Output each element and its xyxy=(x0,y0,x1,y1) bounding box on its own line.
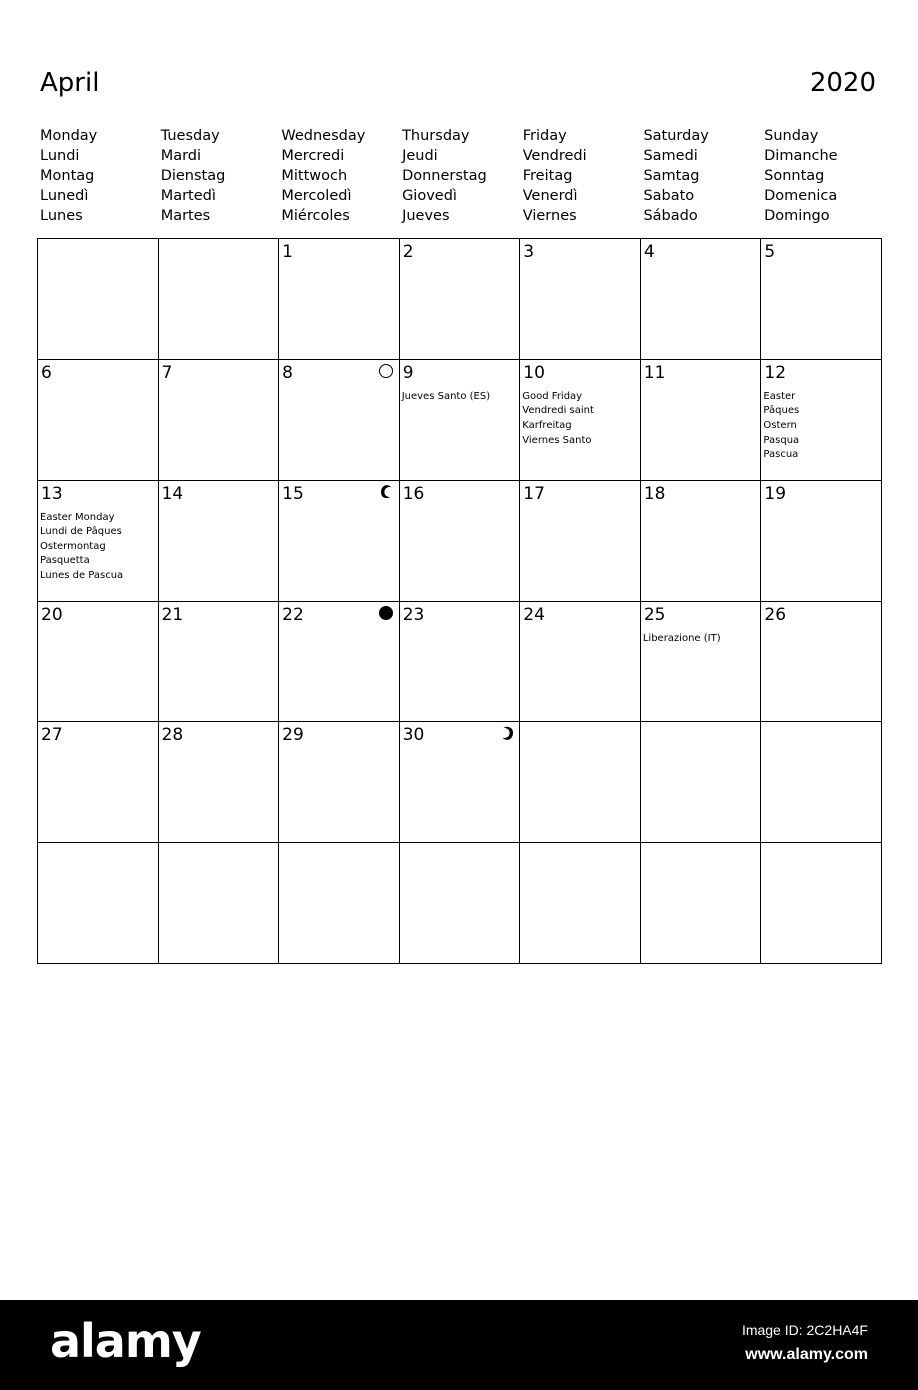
day-cell xyxy=(279,722,400,843)
day-number: 6 xyxy=(41,362,52,383)
holiday-label: Pasquetta xyxy=(40,555,90,567)
calendar-grid xyxy=(37,238,882,964)
weekday-name: Thursday xyxy=(402,128,470,144)
day-number: 15 xyxy=(282,483,304,504)
weekday-name: Friday xyxy=(522,128,567,144)
weekday-name: Sábado xyxy=(643,208,698,224)
weekday-name: Freitag xyxy=(522,168,573,184)
weekday-name: Jeudi xyxy=(402,148,438,164)
day-number: 29 xyxy=(282,725,304,746)
day-cell xyxy=(641,843,762,964)
weekday-name: Viernes xyxy=(522,208,577,224)
day-cell xyxy=(400,602,521,723)
day-cell xyxy=(38,843,159,964)
day-number: 14 xyxy=(161,483,184,504)
day-number: 25 xyxy=(643,604,666,625)
month-title: April xyxy=(40,68,100,98)
day-cell xyxy=(38,239,159,360)
weekday-column xyxy=(278,126,399,226)
weekday-column xyxy=(640,126,761,226)
holiday-label: Easter xyxy=(763,390,796,402)
weekday-column xyxy=(37,126,158,226)
day-number: 3 xyxy=(523,242,535,262)
holiday-label: Good Friday xyxy=(522,390,583,402)
day-cell xyxy=(400,843,521,964)
full-moon-icon xyxy=(379,364,393,378)
day-cell xyxy=(159,239,280,360)
weekday-name: Dimanche xyxy=(764,148,838,164)
day-number: 5 xyxy=(764,242,776,262)
weekday-header xyxy=(37,126,882,226)
holiday-label: Easter Monday xyxy=(40,511,115,523)
day-number: 23 xyxy=(402,604,425,625)
day-number: 26 xyxy=(764,604,787,625)
weekday-column xyxy=(158,126,279,226)
weekday-name: Sabato xyxy=(643,188,695,204)
weekday-name: Samtag xyxy=(643,168,700,184)
day-cell xyxy=(520,602,641,723)
holiday-label: Lundi de Pâques xyxy=(40,526,122,538)
weekday-name: Miércoles xyxy=(281,208,350,224)
weekday-name: Samedi xyxy=(643,148,698,164)
day-cell xyxy=(279,602,400,723)
day-cell xyxy=(761,602,882,723)
holiday-list xyxy=(522,390,638,448)
day-cell xyxy=(400,722,521,843)
day-number: 16 xyxy=(402,483,425,504)
day-cell xyxy=(761,843,882,964)
holiday-label: Lunes de Pascua xyxy=(40,570,124,582)
weekday-name: Lundi xyxy=(40,148,80,164)
day-number: 19 xyxy=(764,483,787,504)
day-cell xyxy=(400,360,521,481)
day-cell xyxy=(400,239,521,360)
footer-url: www.alamy.com xyxy=(745,1346,868,1363)
holiday-label: Liberazione (IT) xyxy=(642,632,721,644)
weekday-name: Venerdì xyxy=(522,188,578,204)
day-cell xyxy=(159,722,280,843)
first-quarter-moon-icon xyxy=(501,726,513,740)
weekday-name: Sunday xyxy=(764,128,819,144)
day-cell xyxy=(641,722,762,843)
day-cell xyxy=(641,481,762,602)
day-cell xyxy=(159,481,280,602)
day-number: 10 xyxy=(523,362,545,383)
holiday-label: Viernes Santo xyxy=(522,434,592,446)
watermark-footer xyxy=(0,1300,918,1390)
weekday-name: Lunes xyxy=(40,208,83,224)
weekday-name: Martedì xyxy=(160,188,216,204)
weekday-column xyxy=(761,126,882,226)
weekday-name: Giovedì xyxy=(402,188,457,204)
holiday-label: Pascua xyxy=(763,449,799,461)
weekday-name: Jueves xyxy=(402,208,450,224)
day-number: 24 xyxy=(523,604,545,625)
weekday-name: Wednesday xyxy=(281,128,366,144)
weekday-name: Sonntag xyxy=(764,168,825,184)
weekday-column xyxy=(520,126,641,226)
weekday-name: Mercredi xyxy=(281,148,345,164)
weekday-name: Mercoledì xyxy=(281,188,352,204)
holiday-list xyxy=(40,511,156,584)
weekday-column xyxy=(399,126,520,226)
day-number: 9 xyxy=(402,362,414,383)
day-number: 1 xyxy=(282,242,293,262)
day-number: 27 xyxy=(41,725,63,746)
weekday-name: Domingo xyxy=(764,208,830,224)
day-number: 22 xyxy=(282,604,304,625)
weekday-name: Domenica xyxy=(764,188,838,204)
weekday-name: Donnerstag xyxy=(402,168,487,184)
year-title: 2020 xyxy=(809,68,876,98)
day-number: 20 xyxy=(41,604,63,625)
day-cell xyxy=(38,722,159,843)
day-cell xyxy=(520,481,641,602)
day-cell xyxy=(520,239,641,360)
day-cell xyxy=(159,360,280,481)
day-number: 2 xyxy=(402,242,414,262)
alamy-logo: alamy xyxy=(50,1314,201,1368)
weekday-name: Tuesday xyxy=(160,128,220,144)
day-cell xyxy=(641,360,762,481)
day-number: 11 xyxy=(643,362,666,383)
day-cell xyxy=(761,722,882,843)
day-cell xyxy=(520,722,641,843)
holiday-label: Jueves Santo (ES) xyxy=(401,390,491,402)
day-cell xyxy=(279,481,400,602)
day-cell xyxy=(38,602,159,723)
day-cell xyxy=(641,239,762,360)
weekday-name: Saturday xyxy=(643,128,709,144)
day-cell xyxy=(279,239,400,360)
day-cell xyxy=(761,239,882,360)
weekday-name: Mittwoch xyxy=(281,168,348,184)
holiday-label: Ostern xyxy=(763,420,797,432)
image-id-label: Image ID: 2C2HA4F xyxy=(741,1322,868,1338)
weekday-name: Martes xyxy=(160,208,211,224)
holiday-label: Vendredi saint xyxy=(522,405,594,417)
day-cell xyxy=(279,360,400,481)
day-number: 21 xyxy=(161,604,184,625)
day-number: 7 xyxy=(161,362,173,383)
weekday-name: Lunedì xyxy=(40,188,89,204)
day-number: 28 xyxy=(161,725,184,746)
day-number: 12 xyxy=(764,362,787,383)
last-quarter-moon-icon xyxy=(381,485,393,499)
day-cell xyxy=(400,481,521,602)
holiday-label: Ostermontag xyxy=(40,540,106,552)
day-cell xyxy=(520,360,641,481)
day-cell xyxy=(641,602,762,723)
holiday-label: Karfreitag xyxy=(522,420,572,432)
day-cell xyxy=(279,843,400,964)
new-moon-icon xyxy=(379,606,393,620)
day-cell xyxy=(761,360,882,481)
day-number: 30 xyxy=(402,725,425,746)
holiday-list xyxy=(763,390,879,463)
day-cell xyxy=(761,481,882,602)
day-cell xyxy=(520,843,641,964)
weekday-name: Vendredi xyxy=(522,148,587,164)
day-number: 18 xyxy=(643,483,666,504)
day-cell xyxy=(159,843,280,964)
day-cell xyxy=(38,360,159,481)
day-number: 13 xyxy=(41,483,63,504)
holiday-list xyxy=(643,632,759,647)
holiday-label: Pasqua xyxy=(763,434,800,446)
holiday-list xyxy=(402,390,518,405)
day-number: 17 xyxy=(523,483,545,504)
weekday-name: Dienstag xyxy=(160,168,226,184)
weekday-name: Mardi xyxy=(160,148,202,164)
holiday-label: Pâques xyxy=(763,405,800,417)
weekday-name: Montag xyxy=(40,168,95,184)
day-cell xyxy=(38,481,159,602)
day-cell xyxy=(159,602,280,723)
weekday-name: Monday xyxy=(40,128,98,144)
day-number: 8 xyxy=(282,362,293,383)
day-number: 4 xyxy=(643,242,655,262)
